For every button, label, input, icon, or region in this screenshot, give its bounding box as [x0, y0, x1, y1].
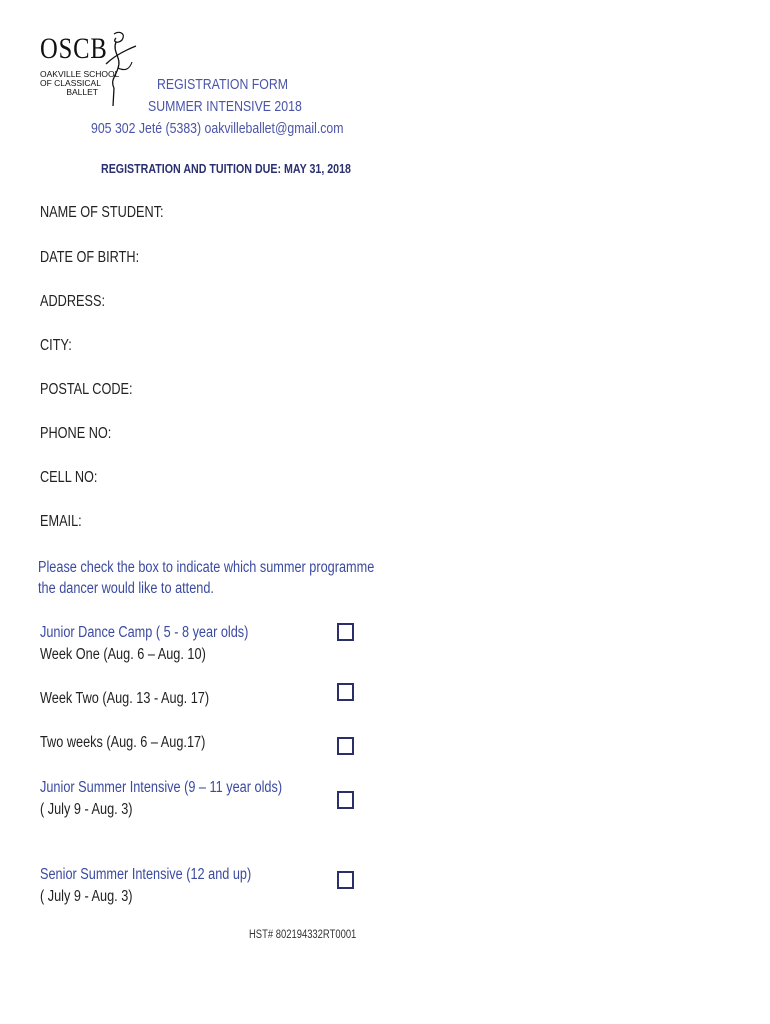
programme-label: Week Two (Aug. 13 - Aug. 17) [40, 690, 210, 707]
address-label: ADDRESS: [40, 293, 105, 310]
logo-subline: OAKVILLE SCHOOL [40, 69, 120, 79]
programme-dates: ( July 9 - Aug. 3) [40, 888, 133, 905]
logo-subline: OF CLASSICAL [40, 78, 101, 88]
logo-letters: OSCB [40, 32, 108, 65]
programme-two-weeks [40, 732, 205, 754]
programme-instructions [38, 557, 374, 599]
logo-subline: BALLET [66, 87, 98, 97]
programme-week-two [40, 688, 209, 710]
junior-summer-intensive-checkbox[interactable] [337, 791, 354, 809]
city-label: CITY: [40, 337, 72, 354]
programme-label: Senior Summer Intensive (12 and up) [40, 866, 252, 883]
programme-label: Junior Dance Camp ( 5 - 8 year olds) [40, 624, 249, 641]
phone-label: PHONE NO: [40, 425, 112, 442]
week-two-checkbox[interactable] [337, 683, 354, 701]
postal-code-label: POSTAL CODE: [40, 381, 133, 398]
contact-line: 905 302 Jeté (5383) oakvilleballet@gmail.com [91, 120, 344, 137]
programme-junior-camp-week-one [40, 622, 248, 666]
form-title: REGISTRATION FORM [157, 76, 288, 93]
junior-camp-week-one-checkbox[interactable] [337, 623, 354, 641]
instructions-line: the dancer would like to attend. [38, 580, 214, 597]
programme-dates: ( July 9 - Aug. 3) [40, 801, 133, 818]
student-name-label: NAME OF STUDENT: [40, 204, 164, 221]
dancer-logo-icon [96, 28, 140, 108]
email-label: EMAIL: [40, 513, 82, 530]
form-subtitle: SUMMER INTENSIVE 2018 [148, 98, 302, 115]
cell-label: CELL NO: [40, 469, 98, 486]
instructions-line: Please check the box to indicate which summer programme [38, 559, 375, 576]
date-of-birth-label: DATE OF BIRTH: [40, 249, 140, 266]
programme-label: Two weeks (Aug. 6 – Aug.17) [40, 734, 206, 751]
hst-number: HST# 802194332RT0001 [249, 929, 357, 941]
programme-junior-summer-intensive [40, 777, 282, 821]
programme-label: Junior Summer Intensive (9 – 11 year olds) [40, 779, 283, 796]
programme-senior-summer-intensive [40, 864, 251, 908]
due-date-notice: REGISTRATION AND TUITION DUE: MAY 31, 2018 [101, 161, 351, 176]
programme-dates: Week One (Aug. 6 – Aug. 10) [40, 646, 206, 663]
senior-summer-intensive-checkbox[interactable] [337, 871, 354, 889]
two-weeks-checkbox[interactable] [337, 737, 354, 755]
